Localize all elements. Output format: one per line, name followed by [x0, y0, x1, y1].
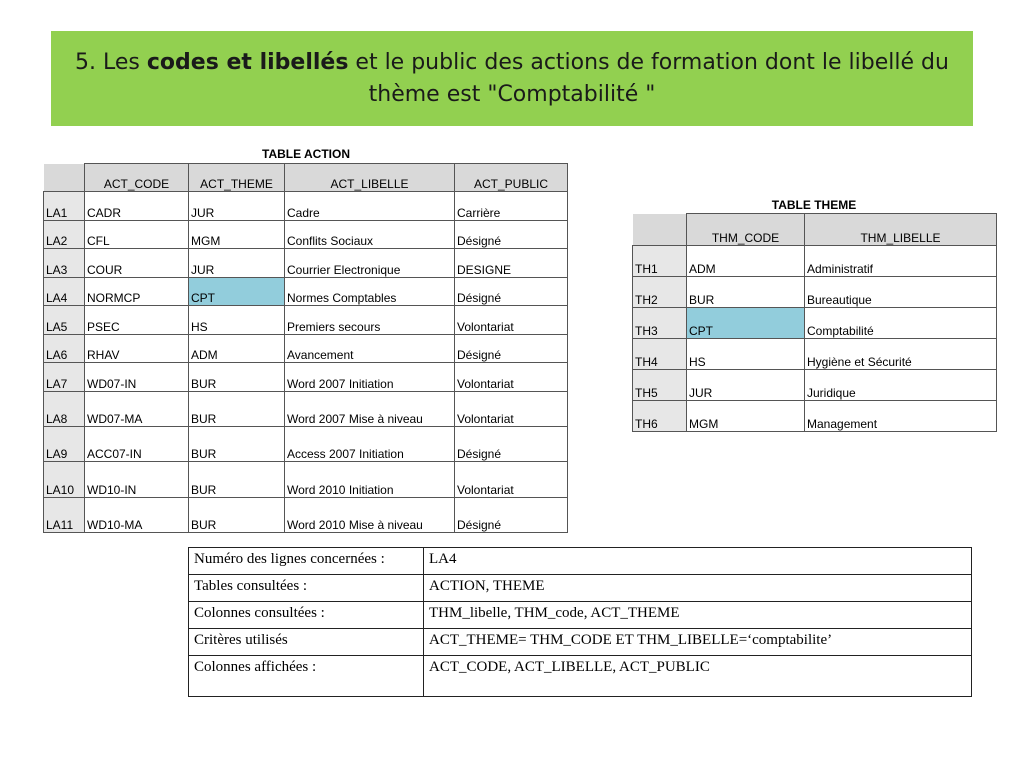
table-row [44, 221, 568, 249]
cell-theme: BUR [189, 427, 285, 462]
table-row [44, 498, 568, 533]
row-id: LA4 [44, 278, 85, 306]
title-bold: codes et libellés [146, 49, 349, 75]
table-row [44, 392, 568, 427]
cell-code: ADM [687, 246, 805, 277]
cell-public: Désigné [455, 278, 568, 306]
cell-code: NORMCP [85, 278, 189, 306]
cell-public: Carrière [455, 192, 568, 221]
row-id: TH3 [633, 308, 687, 339]
info-value: LA4 [424, 548, 972, 575]
info-label: Colonnes affichées : [189, 656, 424, 697]
action-table-caption: TABLE ACTION [262, 147, 350, 161]
cell-public: Désigné [455, 335, 568, 363]
info-value: ACT_CODE, ACT_LIBELLE, ACT_PUBLIC [424, 656, 972, 697]
row-id: LA5 [44, 306, 85, 335]
info-row [189, 602, 972, 629]
cell-code: HS [687, 339, 805, 370]
cell-libelle: Conflits Sociaux [285, 221, 455, 249]
col-act-libelle: ACT_LIBELLE [285, 164, 455, 192]
cell-libelle: Cadre [285, 192, 455, 221]
cell-public: Volontariat [455, 306, 568, 335]
row-id: LA10 [44, 462, 85, 498]
info-value: ACTION, THEME [424, 575, 972, 602]
row-id: LA9 [44, 427, 85, 462]
table-row [633, 246, 997, 277]
col-thm-libelle: THM_LIBELLE [805, 214, 997, 246]
row-id: LA3 [44, 249, 85, 278]
row-id: LA6 [44, 335, 85, 363]
row-id: TH2 [633, 277, 687, 308]
cell-public: Volontariat [455, 392, 568, 427]
table-row [633, 401, 997, 432]
table-row [44, 249, 568, 278]
cell-theme: JUR [189, 249, 285, 278]
table-row [44, 335, 568, 363]
cell-libelle: Word 2010 Initiation [285, 462, 455, 498]
cell-public: Désigné [455, 498, 568, 533]
cell-public: Volontariat [455, 363, 568, 392]
row-id: LA2 [44, 221, 85, 249]
cell-code: WD07-IN [85, 363, 189, 392]
slide-title [62, 47, 962, 111]
corner-cell [44, 164, 85, 192]
cell-libelle: Bureautique [805, 277, 997, 308]
cell-libelle: Premiers secours [285, 306, 455, 335]
info-label: Colonnes consultées : [189, 602, 424, 629]
cell-libelle: Access 2007 Initiation [285, 427, 455, 462]
cell-code: WD10-IN [85, 462, 189, 498]
col-act-theme: ACT_THEME [189, 164, 285, 192]
col-act-code: ACT_CODE [85, 164, 189, 192]
action-table [43, 163, 568, 533]
row-id: TH1 [633, 246, 687, 277]
row-id: LA1 [44, 192, 85, 221]
table-row-highlighted [633, 308, 997, 339]
cell-code: PSEC [85, 306, 189, 335]
corner-cell [633, 214, 687, 246]
table-row [44, 427, 568, 462]
row-id: TH5 [633, 370, 687, 401]
cell-libelle: Administratif [805, 246, 997, 277]
table-row [44, 306, 568, 335]
cell-code-highlighted: CPT [687, 308, 805, 339]
theme-table [632, 213, 997, 432]
title-part2: et le public des actions de formation dont le libellé du thème est "Comptabilité " [348, 49, 949, 107]
action-header-row [44, 164, 568, 192]
cell-public: Désigné [455, 221, 568, 249]
cell-libelle: Hygiène et Sécurité [805, 339, 997, 370]
cell-theme: BUR [189, 462, 285, 498]
cell-code: JUR [687, 370, 805, 401]
row-id: LA7 [44, 363, 85, 392]
title-part1: 5. Les [75, 49, 147, 75]
info-row [189, 656, 972, 697]
cell-theme: MGM [189, 221, 285, 249]
cell-code: MGM [687, 401, 805, 432]
cell-theme: ADM [189, 335, 285, 363]
cell-libelle: Courrier Electronique [285, 249, 455, 278]
cell-theme: BUR [189, 392, 285, 427]
info-row [189, 629, 972, 656]
cell-libelle: Management [805, 401, 997, 432]
cell-libelle: Juridique [805, 370, 997, 401]
info-value: THM_libelle, THM_code, ACT_THEME [424, 602, 972, 629]
row-id: TH6 [633, 401, 687, 432]
row-id: TH4 [633, 339, 687, 370]
table-row-highlighted [44, 278, 568, 306]
cell-code: BUR [687, 277, 805, 308]
info-value: ACT_THEME= THM_CODE ET THM_LIBELLE=‘comptabilite’ [424, 629, 972, 656]
cell-libelle: Comptabilité [805, 308, 997, 339]
theme-table-caption: TABLE THEME [771, 198, 857, 212]
cell-libelle: Avancement [285, 335, 455, 363]
title-banner [51, 31, 973, 126]
table-row [44, 192, 568, 221]
cell-theme: BUR [189, 363, 285, 392]
query-info-table [188, 547, 972, 697]
cell-code: COUR [85, 249, 189, 278]
cell-theme: JUR [189, 192, 285, 221]
cell-theme-highlighted: CPT [189, 278, 285, 306]
col-act-public: ACT_PUBLIC [455, 164, 568, 192]
cell-public: DESIGNE [455, 249, 568, 278]
cell-public: Désigné [455, 427, 568, 462]
info-row [189, 575, 972, 602]
table-row [44, 363, 568, 392]
info-label: Tables consultées : [189, 575, 424, 602]
cell-code: WD07-MA [85, 392, 189, 427]
cell-code: RHAV [85, 335, 189, 363]
cell-libelle: Normes Comptables [285, 278, 455, 306]
info-label: Numéro des lignes concernées : [189, 548, 424, 575]
table-row [633, 339, 997, 370]
cell-code: CADR [85, 192, 189, 221]
cell-code: CFL [85, 221, 189, 249]
row-id: LA8 [44, 392, 85, 427]
table-row [44, 462, 568, 498]
info-label: Critères utilisés [189, 629, 424, 656]
table-row [633, 277, 997, 308]
table-row [633, 370, 997, 401]
cell-theme: HS [189, 306, 285, 335]
cell-libelle: Word 2010 Mise à niveau [285, 498, 455, 533]
cell-code: WD10-MA [85, 498, 189, 533]
theme-header-row [633, 214, 997, 246]
row-id: LA11 [44, 498, 85, 533]
cell-theme: BUR [189, 498, 285, 533]
cell-code: ACC07-IN [85, 427, 189, 462]
cell-public: Volontariat [455, 462, 568, 498]
info-row [189, 548, 972, 575]
cell-libelle: Word 2007 Mise à niveau [285, 392, 455, 427]
cell-libelle: Word 2007 Initiation [285, 363, 455, 392]
col-thm-code: THM_CODE [687, 214, 805, 246]
